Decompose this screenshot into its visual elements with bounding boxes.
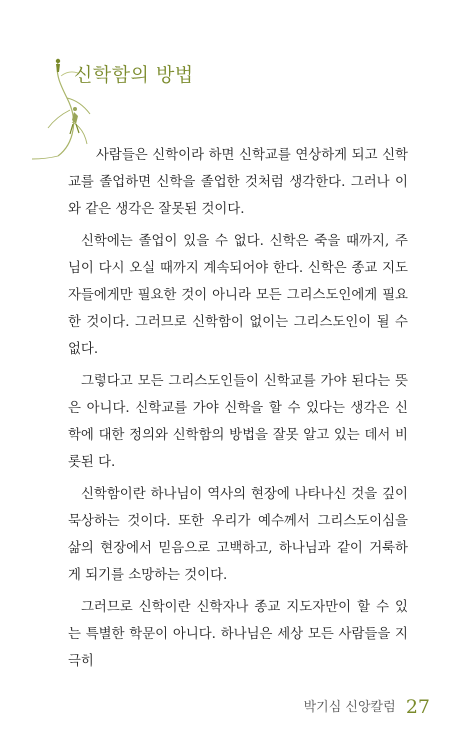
running-title: 박기심 신앙칼럼: [303, 700, 396, 715]
paragraph: 신학에는 졸업이 있을 수 없다. 신학은 죽을 때까지, 주님이 다시 오실 때까지 계속되어야 한다. 신학은 종교 지도자들에게만 필요한 것이 아니라 모든 그리스도인에게 필요한 것이다. 그러므로 신학함이 없이는 그리스도인이 될 수 없다.: [68, 234, 408, 357]
paragraph: 신학함이란 하나님이 역사의 현장에 나타나신 것을 깊이 묵상하는 것이다. 또한 우리가 예수께서 그리스도이심을 삶의 현장에서 믿음으로 고백하고, 하나님과 같이 거룩하게 되기를 소망하는 것이다.: [68, 487, 408, 583]
section-title: 신학함의 방법: [74, 64, 194, 86]
page-footer: [304, 696, 430, 718]
body-text: [68, 142, 408, 680]
page-number: 27: [405, 696, 430, 718]
paragraph: 그렇다고 모든 그리스도인들이 신학교를 가야 된다는 뜻은 아니다. 신학교를 가야 신학을 할 수 있다는 생각은 신학에 대한 정의와 신학함의 방법을 잘못 알고 있는 데서 비롯된 다.: [68, 374, 408, 470]
paragraph: 사람들은 신학이라 하면 신학교를 연상하게 되고 신학교를 졸업하면 신학을 졸업한 것처럼 생각한다. 그러나 이와 같은 생각은 잘못된 것이다.: [68, 148, 408, 217]
paragraph: 그러므로 신학이란 신학자나 종교 지도자만이 할 수 있는 특별한 학문이 아니다. 하나님은 세상 모든 사람들을 지극히: [68, 600, 408, 669]
